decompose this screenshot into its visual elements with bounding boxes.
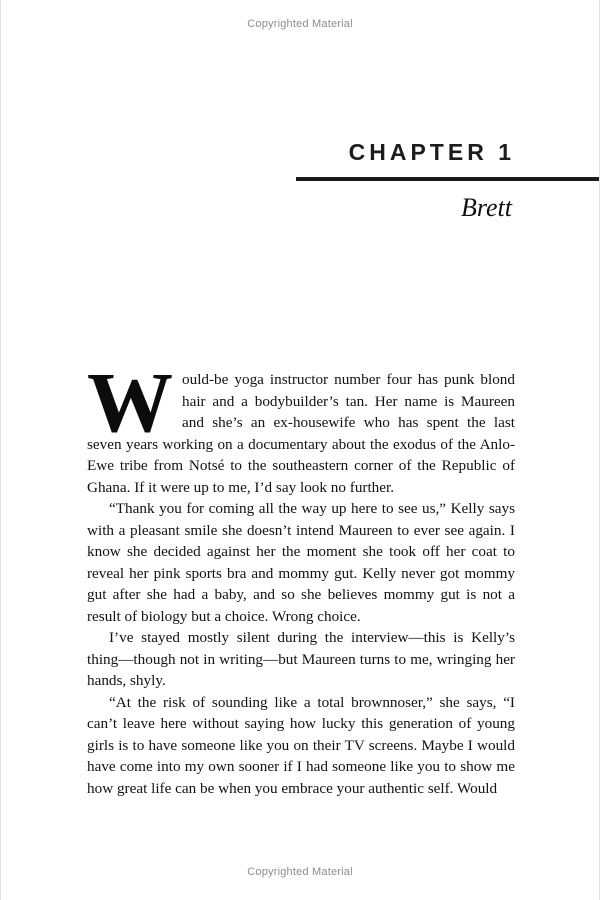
paragraph: “Thank you for coming all the way up here to see us,” Kelly says with a pleasant smile she doesn’t intend Maureen to ever see again. I know she decided against her the moment she took off her coat to reveal her pink sports bra and mommy gut. Kelly never got mommy gut after she had a baby, and so she believes mommy gut is not a result of biology but a choice. Wrong choice.: [87, 500, 515, 625]
chapter-header: [1, 139, 599, 223]
paragraph-opening: [87, 354, 515, 498]
chapter-divider-rule: [296, 177, 599, 181]
drop-cap: W: [87, 354, 173, 450]
paragraph: “At the risk of sounding like a total brownnoser,” she says, “I can’t leave here without saying how lucky this generation of young girls is to have someone like you on their TV screens. Maybe I would have come into my own sooner if I had someone like you to show me how great life can be when you embrace your authentic self. Would: [87, 693, 515, 797]
body-text: [87, 354, 515, 799]
chapter-subtitle: Brett: [460, 193, 512, 222]
chapter-title: CHAPTER 1: [348, 139, 515, 165]
paragraph-opening-text: ould-be yoga instructor number four has punk blond hair and a bodybuilder’s tan. Her name is Maureen and she’s an ex-housewife who has spent the last seven years working on a documentary about the exodus of the Anlo-Ewe tribe from Notsé to the southeastern corner of the Republic of Ghana. If it were up to me, I’d say look no further.: [87, 371, 515, 496]
copyright-notice-bottom: Copyrighted Material: [247, 866, 353, 878]
copyright-notice-top: Copyrighted Material: [247, 18, 353, 30]
paragraph: I’ve stayed mostly silent during the interview—this is Kelly’s thing—though not in writing—but Maureen turns to me, wringing her hands, shyly.: [87, 629, 515, 689]
